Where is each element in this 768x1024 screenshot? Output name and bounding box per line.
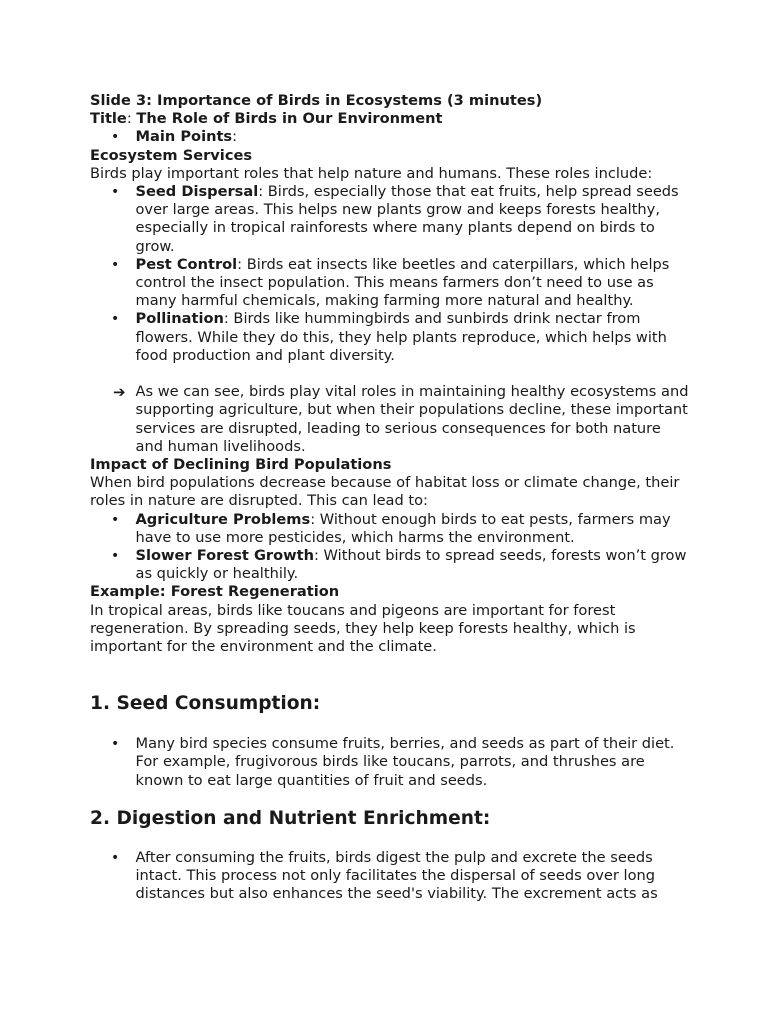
list-item-term: Slower Forest Growth (135, 547, 314, 565)
list-item-text: : Birds like hummingbirds and sunbirds drink nectar from flowers. While they do this, they help plants reproduce, which helps with food production and plant diversity. (135, 310, 667, 364)
list-item-text: Many bird species consume fruits, berries, and seeds as part of their diet. For example, frugivorous birds like toucans, parrots, and thrushes are known to eat large quantities of fruit and seeds. (135, 735, 675, 789)
document-page (90, 92, 690, 904)
bullet-icon: • (111, 849, 120, 866)
ecosystem-heading: Ecosystem Services (90, 146, 253, 164)
title-line (90, 110, 690, 128)
list-item (90, 511, 690, 547)
list-item: • Main Points: (111, 128, 238, 146)
list-item-term: Agriculture Problems (135, 510, 311, 528)
bullet-icon: • (111, 129, 120, 146)
list-item-text: : Without enough birds to eat pests, farmers may have to use more pesticides, which harms the environment. (135, 510, 671, 546)
blank-line (90, 365, 690, 383)
list-item-term: Pollination (135, 310, 224, 328)
list-item (90, 310, 690, 365)
list-item (90, 547, 690, 583)
list-item (90, 735, 690, 790)
list-item (90, 383, 690, 456)
conclusion-text: As we can see, birds play vital roles in maintaining healthy ecosystems and supporting agriculture, but when their populations decline, these important services are disrupted, leading to serious consequences for both nature and human livelihoods. (135, 383, 689, 455)
title-value: The Role of Birds in Our Environment (136, 110, 443, 128)
main-points-list (90, 128, 690, 146)
list-item-text: After consuming the fruits, birds digest the pulp and excrete the seeds intact. This process not only facilitates the dispersal of seeds over long distances but also enhances the seed's viability. The excrement acts as (135, 848, 658, 903)
bullet-icon: • (111, 736, 120, 753)
main-points-label: Main Points (135, 128, 233, 146)
ecosystem-list (90, 183, 690, 365)
impact-intro: When bird populations decrease because of habitat loss or climate change, their roles in nature are disrupted. This can lead to: (90, 474, 680, 510)
ecosystem-intro: Birds play important roles that help nature and humans. These roles include: (90, 164, 653, 182)
bullet-icon: • (111, 256, 120, 273)
list-item-text: : Birds, especially those that eat fruits, help spread seeds over large areas. This helps new plants grow and keeps forests healthy, especially in tropical rainforests where many plants depend on birds to grow. (135, 183, 679, 255)
impact-heading: Impact of Declining Bird Populations (90, 456, 392, 474)
conclusion-list (90, 383, 690, 456)
list-item-text: : Without birds to spread seeds, forests won’t grow as quickly or healthily. (135, 547, 687, 583)
section-heading: 2. Digestion and Nutrient Enrichment: (90, 807, 491, 829)
list-item (90, 183, 690, 256)
example-heading: Example: Forest Regeneration (90, 583, 340, 601)
slide-heading: Slide 3: Importance of Birds in Ecosystems (3 minutes) (90, 92, 543, 109)
bullet-icon: • (111, 511, 120, 528)
list-item (90, 256, 690, 311)
section1-list (90, 735, 690, 790)
bullet-icon: • (111, 184, 120, 201)
example-text: In tropical areas, birds like toucans and pigeons are important for forest regeneration. By spreading seeds, they help keep forests healthy, which is important for the environment and the climate. (90, 601, 636, 656)
section-heading: 1. Seed Consumption: (90, 693, 321, 715)
list-item (90, 849, 690, 904)
bullet-icon: • (111, 548, 120, 565)
list-item-term: Seed Dispersal (135, 183, 259, 201)
list-item-text: : Birds eat insects like beetles and caterpillars, which helps control the insect population. This means farmers don’t need to use as many harmful chemicals, making farming more natural and healthy. (135, 255, 670, 310)
section2-list (90, 849, 690, 904)
list-item-term: Pest Control (135, 255, 238, 273)
bullet-icon: • (111, 311, 120, 328)
arrow-right-icon: ➔ (113, 383, 126, 402)
title-label: Title (90, 110, 127, 128)
impact-list (90, 511, 690, 584)
title-separator: : (126, 110, 137, 128)
